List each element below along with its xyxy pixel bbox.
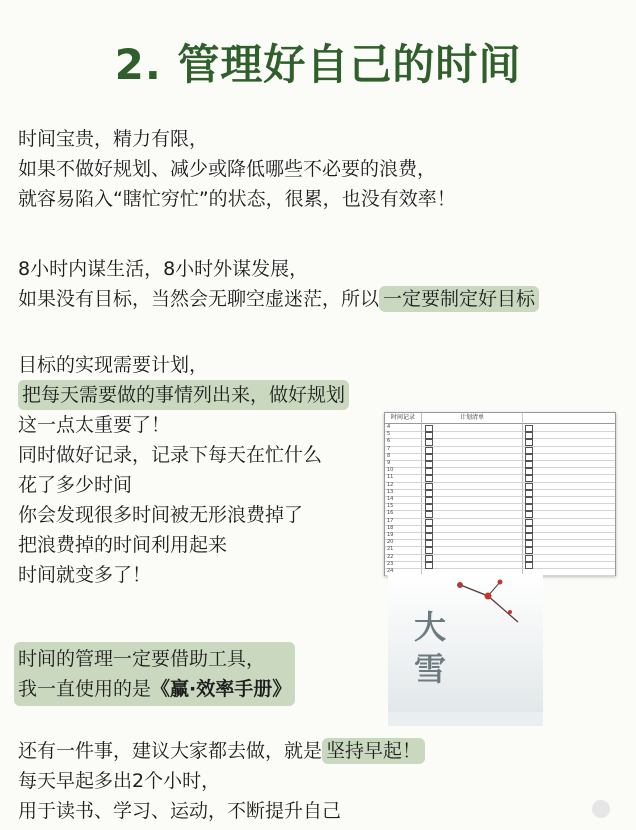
text-line: 每天早起多出2个小时， — [18, 770, 221, 792]
planner-header-time: 时间记录 — [385, 413, 422, 424]
text-line: 时间宝贵，精力有限， — [18, 128, 209, 150]
text-line: 花了多少时间 — [18, 474, 133, 496]
planner-row-number: 14 — [387, 496, 394, 502]
text-line: 就容易陷入“瞎忙穷忙”的状态，很累，也没有效率！ — [18, 188, 456, 210]
planner-row-number: 22 — [387, 553, 394, 560]
planner-row-number: 12 — [387, 481, 394, 488]
text-line: 时间就变多了！ — [18, 564, 152, 586]
text-line: 这一点太重要了！ — [18, 414, 171, 436]
planner-row-number: 13 — [387, 488, 394, 495]
text-line: 时间的管理一定要借助工具， — [18, 648, 266, 670]
paragraph-2 — [18, 254, 539, 314]
text-segment: 我一直使用的是 — [18, 678, 152, 700]
watermark-icon — [592, 800, 610, 818]
text-line: 把浪费掉的时间利用起来 — [18, 534, 228, 556]
planner-row-number: 18 — [387, 524, 394, 531]
paragraph-5 — [18, 736, 425, 826]
planner-row-number: 6 — [387, 438, 391, 445]
text-line: 用于读书、学习、运动，不断提升自己 — [18, 800, 342, 822]
text-line — [18, 284, 539, 314]
page-title: 2. 管理好自己的时间 — [114, 40, 522, 89]
text-line — [18, 380, 349, 410]
planner-row-number: 8 — [387, 452, 391, 459]
highlight-text: 把每天需要做的事情列出来，做好规划 — [18, 380, 349, 410]
plum-blossom-icon — [448, 576, 528, 626]
paragraph-1 — [18, 124, 456, 214]
planner-row-number: 4 — [387, 424, 391, 430]
paragraph-3 — [18, 350, 349, 590]
book-cover-image — [388, 574, 543, 726]
planner-row-number: 21 — [387, 546, 394, 553]
planner-row-number: 10 — [387, 467, 394, 474]
text-line: 如果不做好规划、减少或降低哪些不必要的浪费， — [18, 158, 437, 180]
planner-row-number: 19 — [387, 532, 394, 538]
planner-row-number: 23 — [387, 560, 394, 567]
planner-row-number: 11 — [387, 474, 394, 481]
planner-row-number: 7 — [387, 445, 391, 452]
highlight-block — [14, 642, 295, 706]
planner-header-extra — [522, 413, 615, 424]
cover-character: 大 — [414, 608, 447, 646]
text-line: 你会发现很多时间被无形浪费掉了 — [18, 504, 304, 526]
text-line — [18, 674, 291, 704]
text-line: 同时做好记录，记录下每天在忙什么 — [18, 444, 323, 466]
planner-row-number: 5 — [387, 431, 391, 438]
snow-ground — [388, 712, 543, 726]
planner-row-number: 20 — [387, 539, 394, 546]
text-line: 目标的实现需要计划， — [18, 354, 209, 376]
highlight-text: 一定要制定好目标 — [379, 286, 539, 312]
planner-row-number: 16 — [387, 510, 394, 517]
planner-row-number: 15 — [387, 503, 394, 510]
planner-row-number: 17 — [387, 517, 394, 524]
cover-character: 雪 — [414, 650, 447, 688]
planner-sheet-image — [384, 412, 616, 576]
planner-header-plan: 计划清单 — [422, 413, 522, 424]
book-title: 《赢·效率手册》 — [151, 678, 292, 700]
text-segment: 还有一件事，建议大家都去做，就是 — [18, 740, 323, 762]
planner-row-number: 24 — [387, 568, 394, 574]
highlight-text: 坚持早起！ — [322, 738, 425, 764]
paragraph-4 — [18, 642, 295, 706]
text-line — [18, 736, 425, 766]
planner-row-number: 9 — [387, 460, 391, 466]
text-segment: 如果没有目标，当然会无聊空虚迷茫，所以 — [18, 288, 380, 310]
text-line: 8小时内谋生活，8小时外谋发展， — [18, 258, 309, 280]
